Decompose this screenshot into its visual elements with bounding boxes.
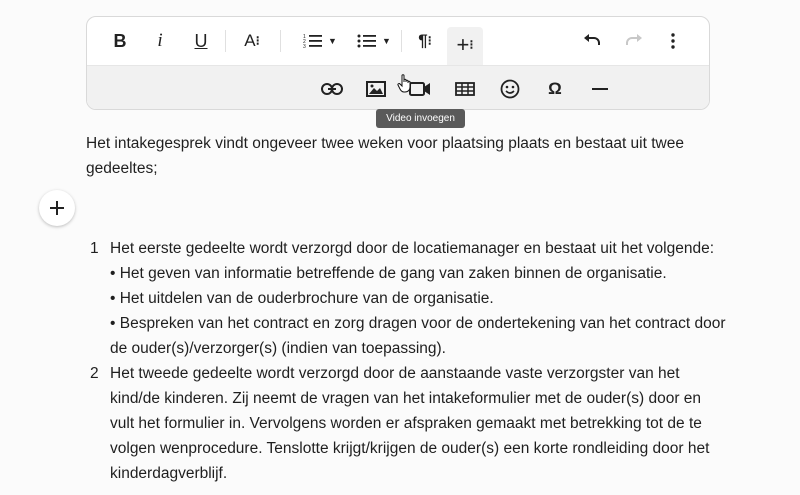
emoji-button[interactable]: [498, 73, 522, 105]
bullet-list-button[interactable]: [351, 25, 397, 57]
redo-button[interactable]: [623, 25, 645, 57]
list-item-line: • Het uitdelen van de ouderbrochure van de organisatie.: [110, 290, 494, 307]
link-button[interactable]: [320, 73, 344, 105]
table-button[interactable]: [452, 73, 478, 105]
link-icon: [321, 83, 343, 95]
numbered-list-button[interactable]: [297, 25, 343, 57]
intro-paragraph: Het intakegesprek vindt ongeveer twee weken voor plaatsing plaats en bestaat uit twee gedeeltes;: [86, 135, 684, 177]
text-size-button[interactable]: [239, 25, 265, 57]
omega-icon: Ω: [548, 79, 562, 98]
special-character-button[interactable]: [543, 73, 567, 105]
list-item: [86, 361, 726, 486]
horizontal-rule-button[interactable]: [588, 73, 612, 105]
insert-colon-icon: ⁝: [469, 37, 474, 52]
ordered-list: [86, 236, 726, 486]
vertical-dots-icon: [671, 33, 675, 49]
table-icon: [455, 82, 475, 96]
plus-icon: [50, 201, 64, 215]
svg-text:1: 1: [303, 34, 306, 40]
chevron-down-icon: ▼: [328, 36, 337, 46]
italic-icon: i: [157, 30, 163, 51]
plus-icon: +: [456, 32, 470, 57]
bold-button[interactable]: [109, 25, 131, 57]
numbered-list-icon: [303, 33, 323, 49]
list-item: [86, 236, 726, 361]
bullet-list-icon: [357, 33, 377, 49]
list-item-line: Het eerste gedeelte wordt verzorgd door de locatiemanager en bestaat uit het volgende:: [110, 240, 715, 257]
underline-button[interactable]: [190, 25, 212, 57]
more-options-button[interactable]: [665, 25, 681, 57]
image-button[interactable]: [364, 73, 388, 105]
text-size-colon-icon: ⁝: [255, 33, 260, 48]
list-item-line: • Het geven van informatie betreffende de gang van zaken binnen de organisatie.: [110, 265, 667, 282]
chevron-down-icon: ▼: [382, 36, 391, 46]
tooltip-text: Video invoegen: [386, 113, 455, 124]
list-item-number: 1: [90, 240, 99, 257]
text-size-icon: A: [244, 31, 256, 50]
undo-button[interactable]: [581, 25, 603, 57]
redo-icon: [625, 34, 643, 48]
list-item-line: • Bespreken van het contract en zorg dragen voor de ondertekening van het contract door de ouder(s)/verzorger(s) (indien van toepassing).: [110, 315, 726, 357]
paragraph-colon-icon: ⁝: [427, 33, 432, 48]
underline-icon: U: [194, 30, 208, 51]
svg-text:2: 2: [303, 39, 306, 45]
tooltip: [376, 109, 465, 128]
add-block-button[interactable]: [39, 190, 75, 226]
paragraph-icon: ¶: [418, 31, 428, 50]
italic-button[interactable]: [149, 25, 171, 57]
image-icon: [366, 81, 386, 97]
insert-button[interactable]: [453, 29, 477, 61]
list-item-number: 2: [90, 365, 99, 382]
undo-icon: [583, 34, 601, 48]
list-item-line: Het tweede gedeelte wordt verzorgd door de aanstaande vaste verzorgster van het kind/de kinderen. Zij neemt de vragen van het intakeformulier met de ouder(s) door en vult het formulier in. Vervolgens worden er afspraken gemaakt met betrekking tot de te volgen wenprocedure. Tenslotte krijgt/krijgen de ouder(s) een korte rondleiding door het kinderdagverblijf.: [110, 365, 710, 482]
bold-icon: B: [113, 30, 127, 51]
smiley-icon: [500, 79, 520, 99]
editor-content[interactable]: [86, 131, 716, 181]
svg-text:3: 3: [303, 44, 306, 49]
hand-pointer-icon: [397, 74, 413, 99]
paragraph-button[interactable]: [413, 25, 437, 57]
horizontal-line-icon: [592, 87, 608, 91]
